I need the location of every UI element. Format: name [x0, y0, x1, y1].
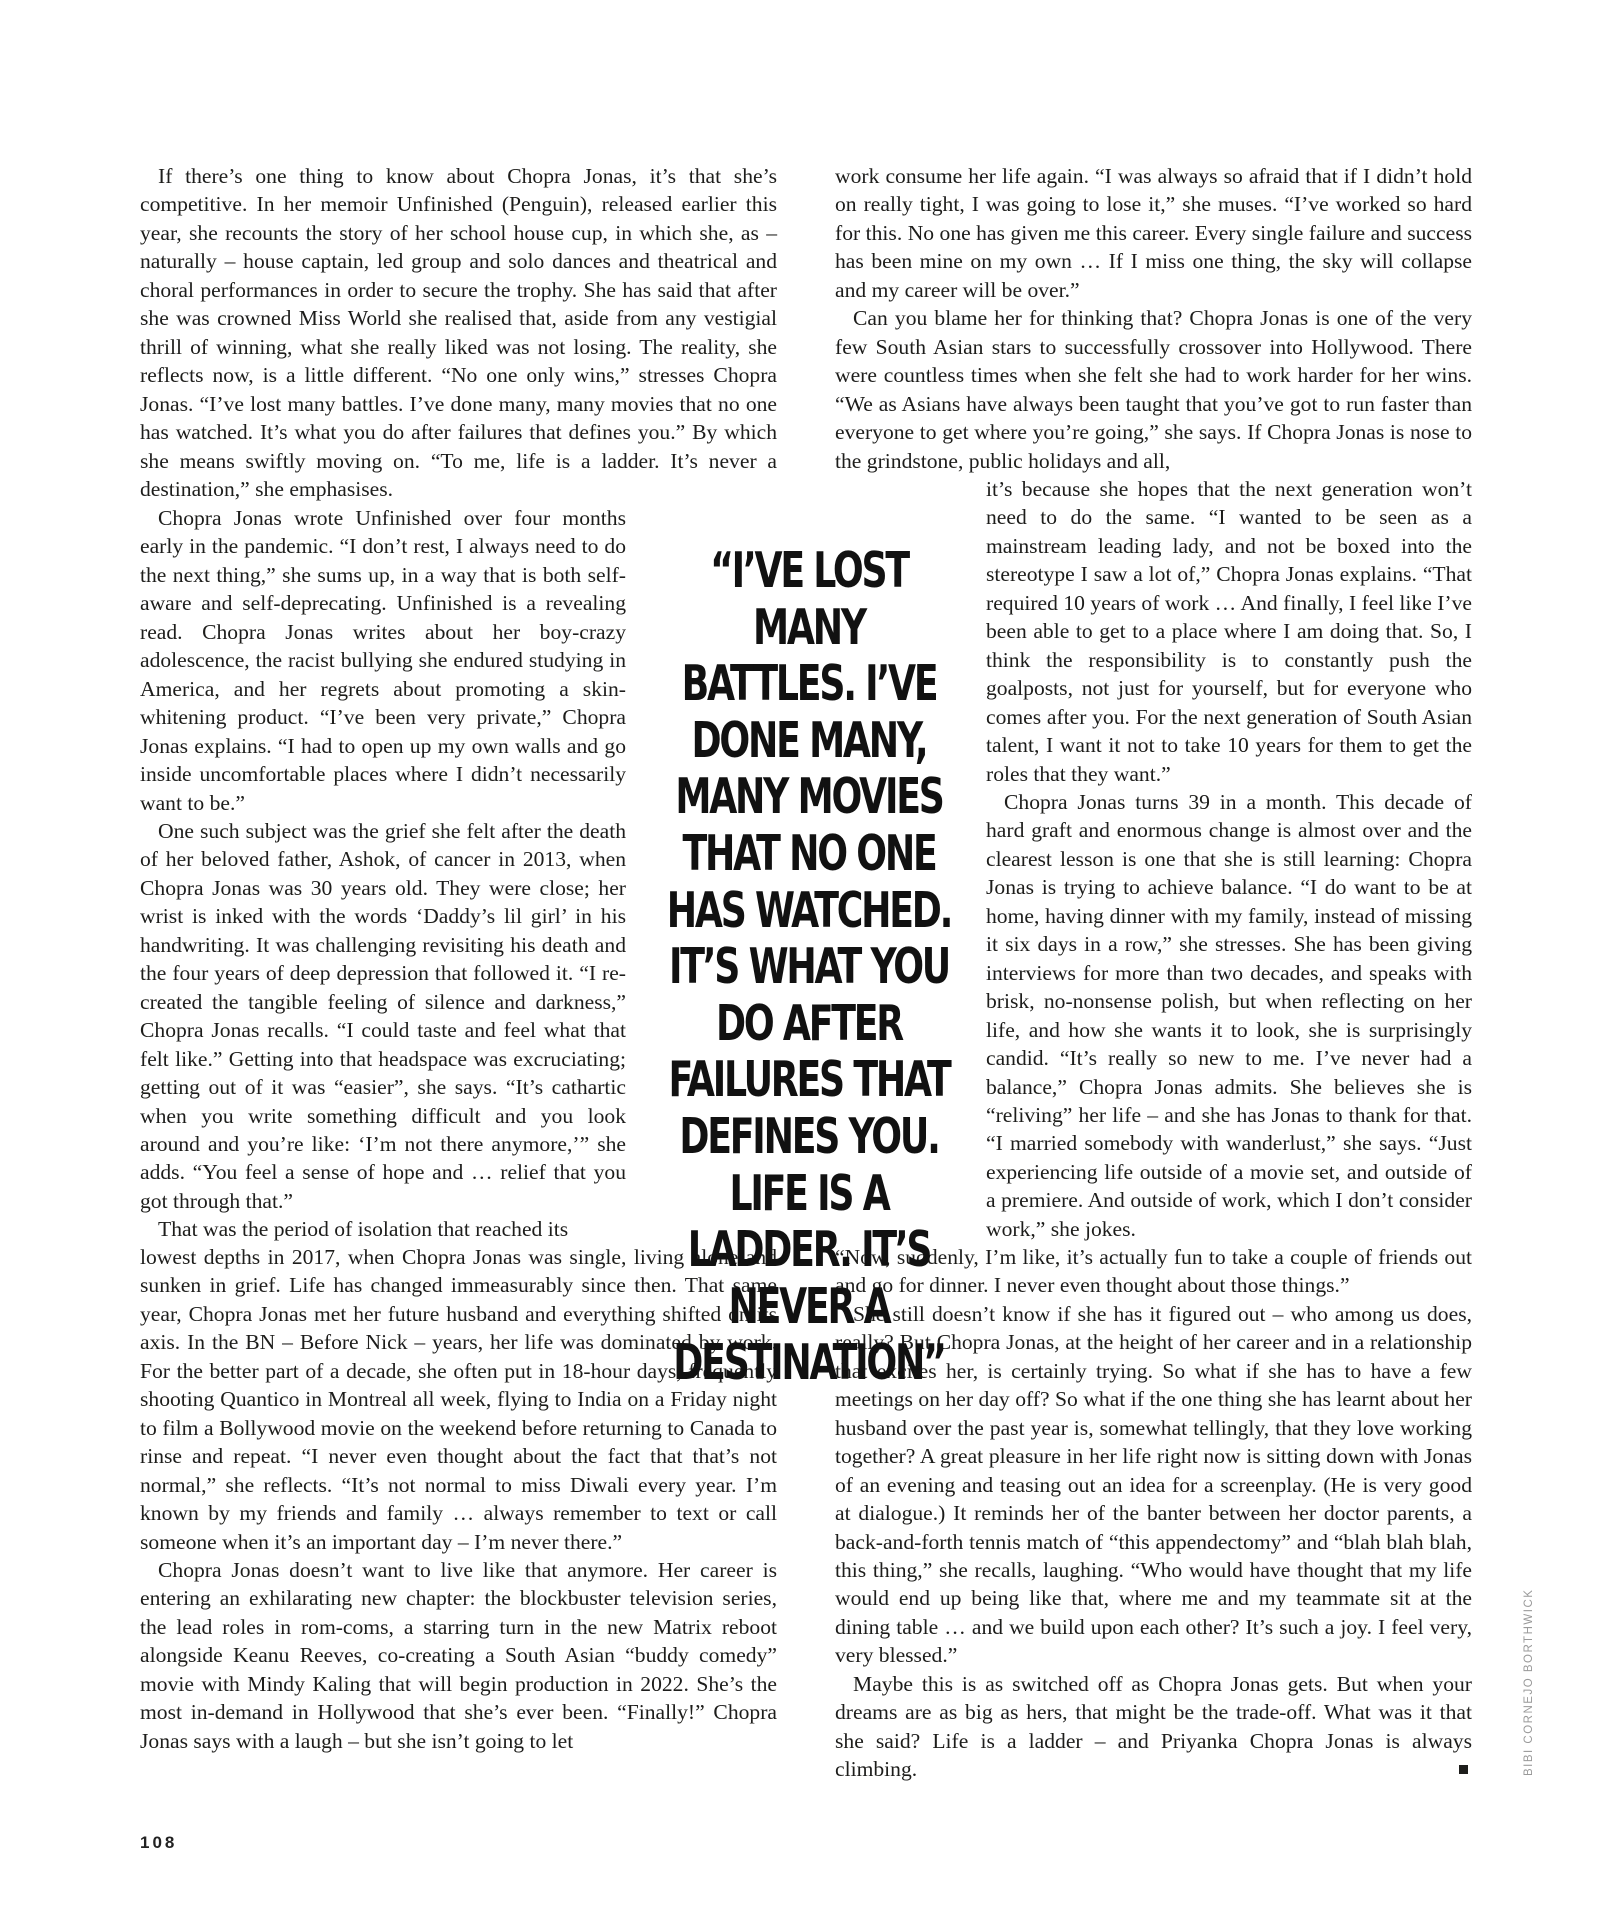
article-column-left-top [140, 162, 777, 503]
paragraph: lowest depths in 2017, when Chopra Jonas was single, living alone and sunken in grief. Life has changed immeasurably since then. That same year, Chopra Jonas met her future husband and everything shifted on its axis. In the BN – Before Nick – years, her life was dominated by work. For the better part of a decade, she often put in 18-hour days, frequently shooting Quantico in Montreal all week, flying to India on a Friday night to film a Bollywood movie on the weekend before returning to Canada to rinse and repeat. “I never even thought about the fact that that’s not normal,” she reflects. “It’s not normal to miss Diwali every year. I’m known by my friends and family … always remember to text or call someone when it’s an important day – I’m never there.” [140, 1245, 777, 1554]
pull-quote [666, 542, 952, 1392]
paragraph: Chopra Jonas wrote Unfinished over four months early in the pandemic. “I don’t rest, I always need to do the next thing,” she sums up, in a way that is both self-aware and self-deprecating. Unfinished is a revealing read. Chopra Jonas writes about her boy-crazy adolescence, the racist bullying she endured studying in America, and her regrets about promoting a skin-whitening product. “I’ve been very private,” Chopra Jonas explains. “I had to open up my own walls and go inside uncomfortable places where I didn’t necessarily want to be.” [140, 506, 626, 815]
page-number: 108 [140, 1833, 178, 1852]
paragraph: Chopra Jonas doesn’t want to live like that anymore. Her career is entering an exhilarating new chapter: the blockbuster television series, the lead roles in rom-coms, a starring turn in the new Matrix reboot alongside Keanu Reeves, co-creating a South Asian “buddy comedy” movie with Mindy Kaling that will begin production in 2022. She’s the most in-demand in Hollywood that she’s ever been. “Finally!” Chopra Jonas says with a laugh – but she isn’t going to let [140, 1557, 777, 1753]
paragraph: work consume her life again. “I was always so afraid that if I didn’t hold on really tight, I was going to lose it,” she muses. “I’ve worked so hard for this. No one has given me this career. Every single failure and success has been mine on my own … If I miss one thing, the sky will collapse and my career will be over.” [835, 164, 1472, 302]
end-mark-icon [1459, 1765, 1468, 1774]
paragraph: If there’s one thing to know about Chopra Jonas, it’s that she’s competitive. In her memoir Unfinished (Penguin), released earlier this year, she recounts the story of her school house cup, in which she, as – naturally – house captain, led group and solo dances and theatrical and choral performances in order to secure the trophy. She has said that after she was crowned Miss World she realised that, aside from any vestigial thrill of winning, what she really liked was not losing. The reality, she reflects now, is a little different. “No one only wins,” stresses Chopra Jonas. “I’ve lost many battles. I’ve done many, many movies that no one has watched. It’s what you do after failures that defines you.” By which she means swiftly moving on. “To me, life is a ladder. It’s never a destination,” she emphasises. [140, 164, 777, 501]
photo-credit: BIBI CORNEJO BORTHWICK [1523, 1588, 1535, 1776]
paragraph: That was the period of isolation that reached its [158, 1217, 569, 1242]
paragraph: “Now, suddenly, I’m like, it’s actually fun to take a couple of friends out and go for dinner. I never even thought about those things.” [835, 1245, 1472, 1298]
pull-quote-text: “I’VE LOST MANY BATTLES. I’VE DONE MANY, MANY MOVIES THAT NO ONE HAS WATCHED. IT’S WHAT YOU DO AFTER FAILURES THAT DEFINES YOU. LIFE IS A LADDER. IT’S NEVER A DESTINATION” [666, 542, 952, 1392]
paragraph-final [835, 1670, 1472, 1784]
paragraph: Can you blame her for thinking that? Chopra Jonas is one of the very few South Asian stars to successfully crossover into Hollywood. There were countless times when she felt she had to work harder for her wins. “We as Asians have always been taught that you’ve got to run faster than everyone to get where you’re going,” she says. If Chopra Jonas is nose to the grindstone, public holidays and all, [835, 306, 1472, 473]
article-column-right-narrow [986, 475, 1472, 1243]
paragraph: Chopra Jonas turns 39 in a month. This decade of hard graft and enormous change is almost over and the clearest lesson is one that she is still learning: Chopra Jonas is trying to achieve balance. “I do want to be at home, having dinner with my family, instead of missing it six days in a row,” she stresses. She has been giving interviews for more than two decades, and speaks with brisk, no-nonsense polish, but when reflecting on her life, and how she wants it to look, she is surprisingly candid. “It’s really so new to me. I’ve never had a balance,” Chopra Jonas admits. She believes she is “reliving” her life – and she has Jonas to thank for that. “I married somebody with wanderlust,” she says. “Just experiencing life outside of a movie set, and outside of a premiere. And outside of work, which I don’t consider work,” she jokes. [986, 789, 1472, 1241]
article-column-left-narrow [140, 504, 626, 1244]
paragraph: One such subject was the grief she felt after the death of her beloved father, Ashok, of cancer in 2013, when Chopra Jonas was 30 years old. They were close; her wrist is inked with the words ‘Daddy’s lil girl’ in his handwriting. It was challenging revisiting his death and the four years of deep depression that followed it. “I re-created the tangible feeling of silence and darkness,” Chopra Jonas recalls. “I could taste and feel what that felt like.” Getting into that headspace was excruciating; getting out of it was “easier”, she says. “It’s cathartic when you write something difficult and you look around and you’re like: ‘I’m not there anymore,’” she adds. “You feel a sense of hope and … relief that you got through that.” [140, 818, 626, 1213]
paragraph: She still doesn’t know if she has it figured out – who among us does, really? But Chopra Jonas, at the height of her career and in a relationship that excites her, is certainly trying. So what if she has to have a few meetings on her day off? So what if the one thing she has learnt about her husband over the past year is, somewhat tellingly, that they love working together? A great pleasure in her life right now is sitting down with Jonas of an evening and teasing out an idea for a screenplay. (He is very good at dialogue.) It reminds her of the banter between her doctor parents, a back-and-forth tennis match of “this appendectomy” and “blah blah blah, this thing,” she recalls, laughing. “Who would have thought that my life would end up being like that, where me and my teammate sit at the dining table … and we build upon each other? It’s such a joy. I feel very, very blessed.” [835, 1301, 1472, 1668]
final-paragraph-text: Maybe this is as switched off as Chopra Jonas gets. But when your dreams are as big as hers, that might be the trade-off. What was it that she said? Life is a ladder – and Priyanka Chopra Jonas is always climbing. [835, 1671, 1472, 1782]
article-column-right-top [835, 162, 1472, 475]
paragraph: it’s because she hopes that the next generation won’t need to do the same. “I wanted to be seen as a mainstream leading lady, and not be boxed into the stereotype I saw a lot of,” Chopra Jonas explains. “That required 10 years of work … And finally, I feel like I’ve been able to get to a place where I am doing that. So, I think the responsibility is to constantly push the goalposts, not just for yourself, but for everyone who comes after you. For the next generation of South Asian talent, I want it not to take 10 years for them to get the roles that they want.” [986, 477, 1472, 786]
